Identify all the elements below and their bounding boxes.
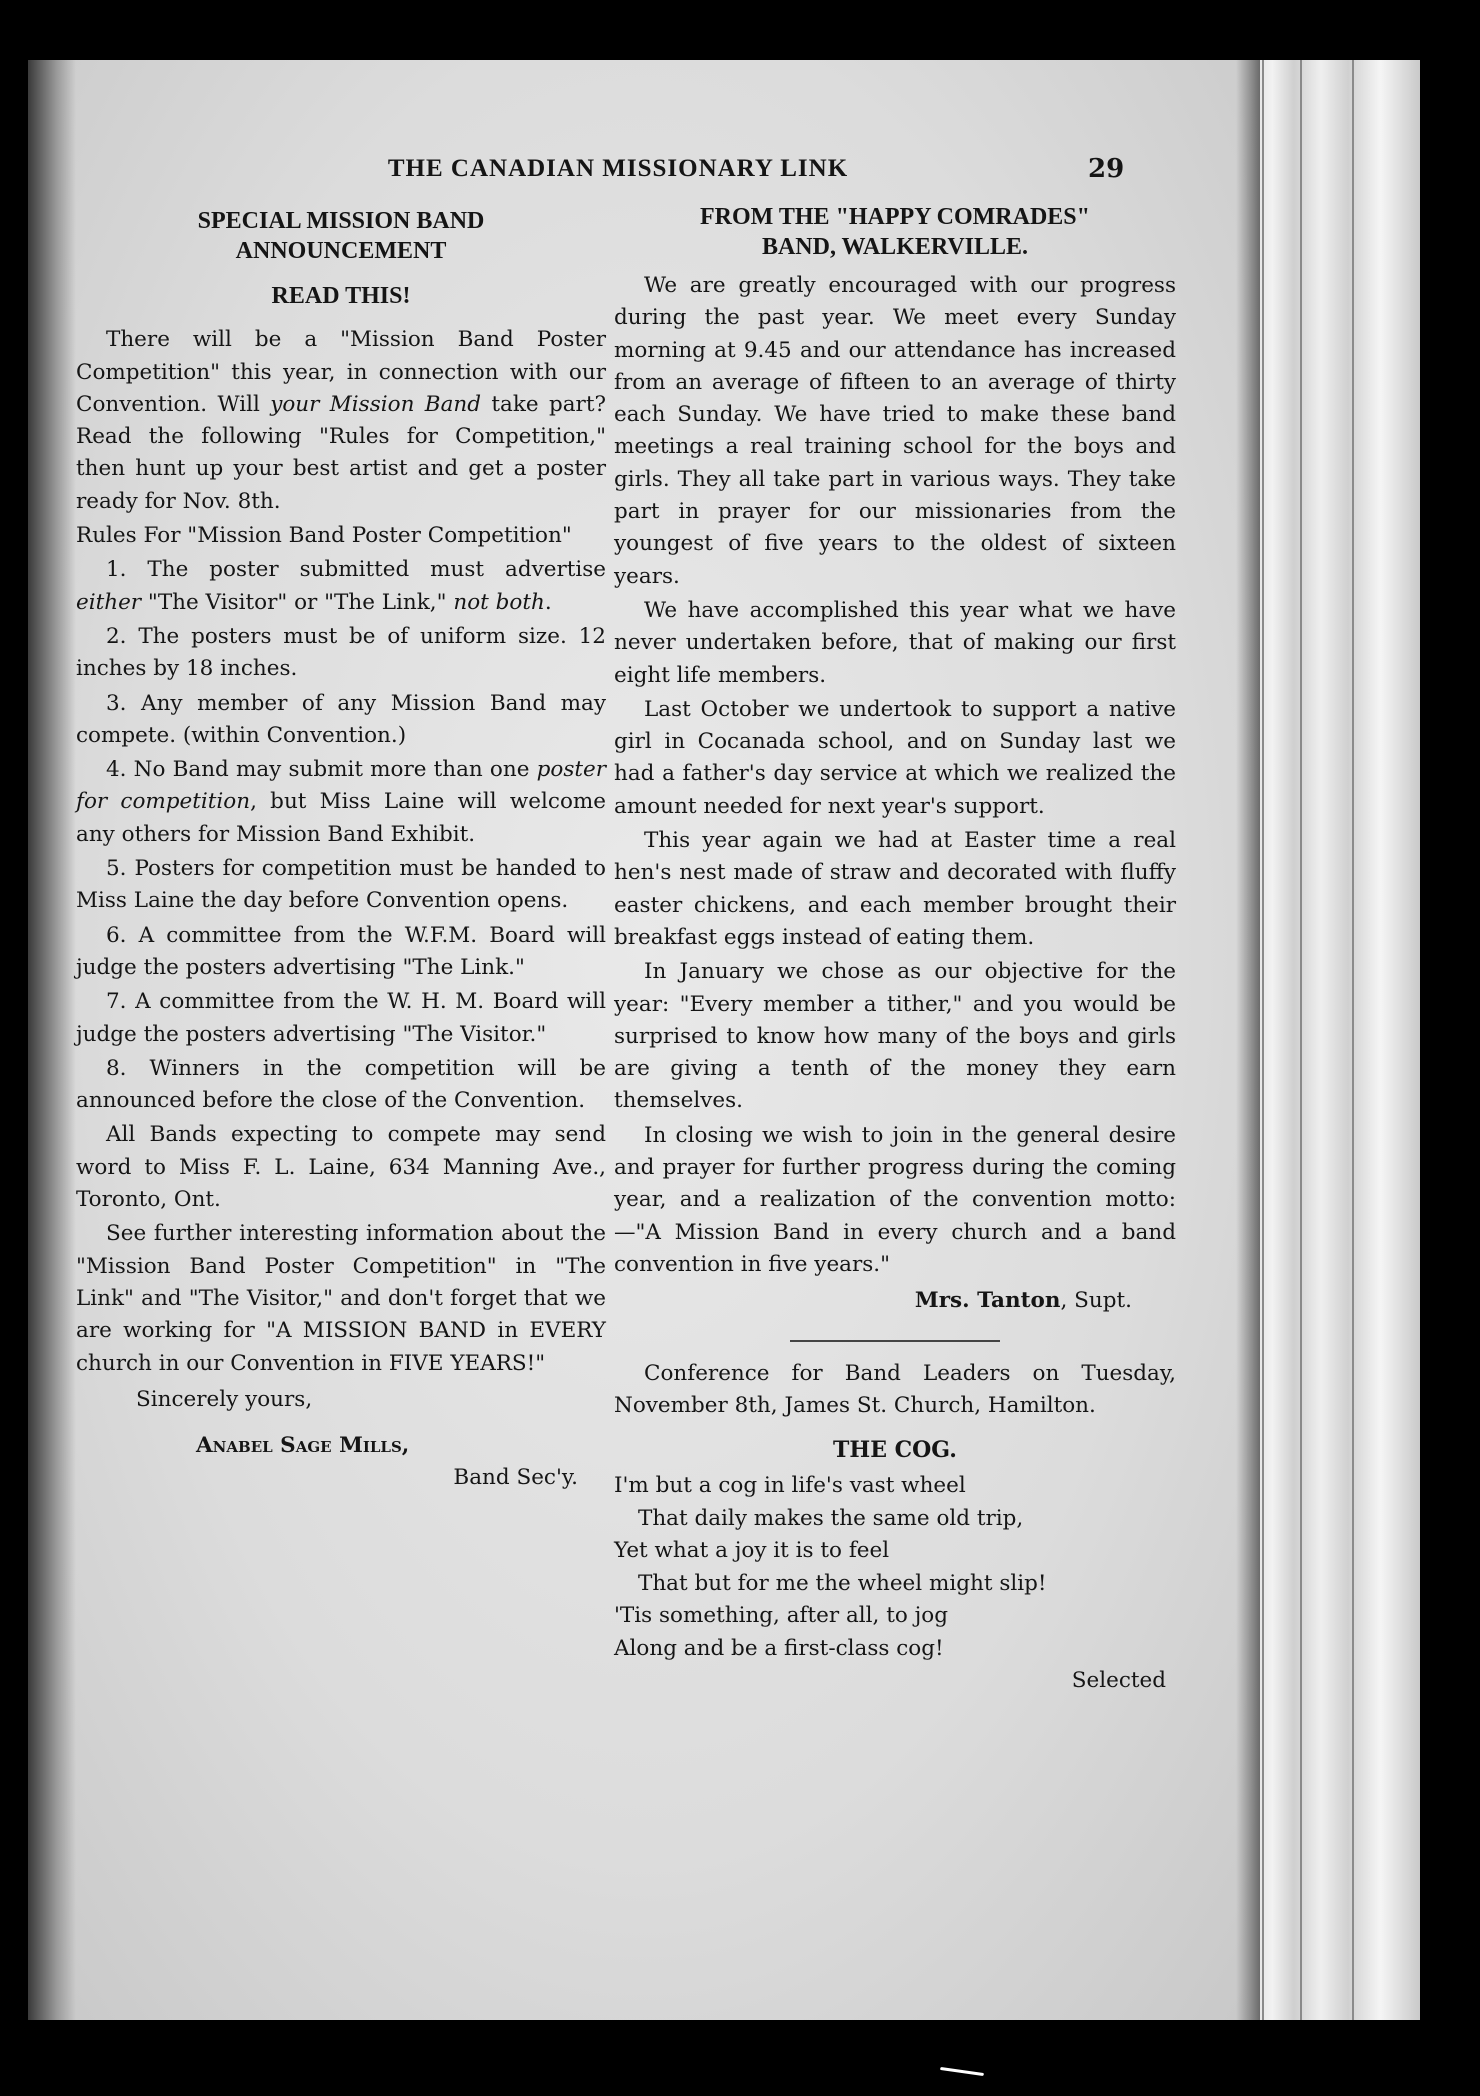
poem-line: Along and be a first-class cog! (614, 1635, 944, 1661)
band-report-heading (614, 202, 1176, 262)
section-divider (790, 1340, 1000, 1342)
heading-line: ANNOUNCEMENT (235, 238, 447, 264)
rules-title: Rules For "Mission Band Poster Competition" (76, 523, 572, 549)
poem-line: That but for me the wheel might slip! (638, 1570, 1047, 1596)
heading-line: BAND, WALKERVILLE. (761, 234, 1029, 260)
see-further-paragraph: See further interesting information about the "Mission Band Poster Competition" in "The Link" and "The Visitor," and don't forget that we are working for "A MISSION BAND in EVERY church in our Convention in FIVE YEARS!" (76, 1221, 606, 1376)
page-edge-line (1300, 60, 1302, 2020)
poem-line: Yet what a joy it is to feel (614, 1538, 890, 1564)
report-paragraph: In January we chose as our objective for the year: "Every member a tither," and you would be surprised to know how many of the boys and girls are giving a tenth of the money they earn themselves. (614, 959, 1176, 1114)
signature: Anabel Sage Mills, (196, 1433, 410, 1459)
poem-line: I'm but a cog in life's vast wheel (614, 1473, 966, 1499)
poem-line: 'Tis something, after all, to jog (614, 1603, 949, 1629)
book-page-edges (1240, 60, 1420, 2020)
rule-item: 4. No Band may submit more than one poster for competition, but Miss Laine will welcome any others for Mission Band Exhibit. (76, 757, 607, 847)
heading-line: FROM THE "HAPPY COMRADES" (700, 204, 1090, 230)
poem (614, 1470, 1176, 1665)
rule-item: 6. A committee from the W.F.M. Board will judge the posters advertising "The Link." (76, 922, 606, 980)
scanned-page (28, 60, 1260, 2020)
report-paragraph: This year again we had at Easter time a real hen's nest made of straw and decorated with fluffy easter chickens, and each member brought their breakfast eggs instead of eating them. (614, 828, 1176, 950)
page-edge-line (1262, 60, 1264, 2020)
conference-notice: Conference for Band Leaders on Tuesday, November 8th, James St. Church, Hamilton. (614, 1360, 1176, 1418)
bands-paragraph: All Bands expecting to compete may send word to Miss F. L. Laine, 634 Manning Ave., Toronto, Ont. (76, 1122, 606, 1213)
report-paragraph: We have accomplished this year what we have never undertaken before, that of making our first eight life members. (614, 597, 1176, 688)
poem-credit: Selected (1071, 1668, 1166, 1694)
intro-paragraph: There will be a "Mission Band Poster Competition" this year, in connection with our Convention. Will your Mission Band take part? Read the following "Rules for Competition," then hunt up your best artist and get a poster ready for Nov. 8th. (76, 327, 606, 514)
rule-item: 2. The posters must be of uniform size. 12 inches by 18 inches. (76, 623, 606, 682)
report-author: Mrs. Tanton, Supt. (914, 1288, 1132, 1314)
signoff: Sincerely yours, (136, 1386, 313, 1412)
rule-item: 1. The poster submitted must advertise either "The Visitor" or "The Link," not both. (76, 557, 606, 615)
report-paragraph: We are greatly encouraged with our progress during the past year. We meet every Sunday morning at 9.45 and our attendance has increased from an average of fifteen to an average of thirty each Sunday. We have tried to make these band meetings a real training school for the boys and girls. They all take part in various ways. They take part in prayer for our missionaries from the youngest of five years to the oldest of sixteen years. (614, 273, 1176, 589)
announcement-heading (76, 206, 606, 266)
rule-item: 3. Any member of any Mission Band may compete. (within Convention.) (76, 690, 606, 748)
right-column (614, 202, 1176, 1698)
report-paragraph: Last October we undertook to support a native girl in Cocanada school, and on Sunday last we had a father's day service at which we realized the amount needed for next year's support. (614, 696, 1176, 819)
left-column (76, 206, 606, 1495)
page-edge-line (1352, 60, 1354, 2020)
running-header: THE CANADIAN MISSIONARY LINK (387, 155, 849, 182)
rule-item: 5. Posters for competition must be handed to Miss Laine the day before Convention opens. (76, 856, 606, 914)
poem-title: THE COG. (833, 1437, 957, 1464)
rule-item: 7. A committee from the W. H. M. Board will judge the posters advertising "The Visitor." (76, 989, 606, 1047)
poem-line: That daily makes the same old trip, (638, 1505, 1024, 1531)
report-paragraph: In closing we wish to join in the general desire and prayer for further progress during the coming year, and a realization of the convention motto:—"A Mission Band in every church and a band convention in five years." (614, 1122, 1176, 1277)
heading-line: SPECIAL MISSION BAND (197, 208, 485, 234)
page-number: 29 (1088, 154, 1125, 184)
film-scratch (940, 2067, 984, 2076)
signature-title: Band Sec'y. (453, 1465, 578, 1491)
rule-item: 8. Winners in the competition will be announced before the close of the Convention. (76, 1055, 606, 1114)
read-this-subheading: READ THIS! (271, 283, 411, 309)
